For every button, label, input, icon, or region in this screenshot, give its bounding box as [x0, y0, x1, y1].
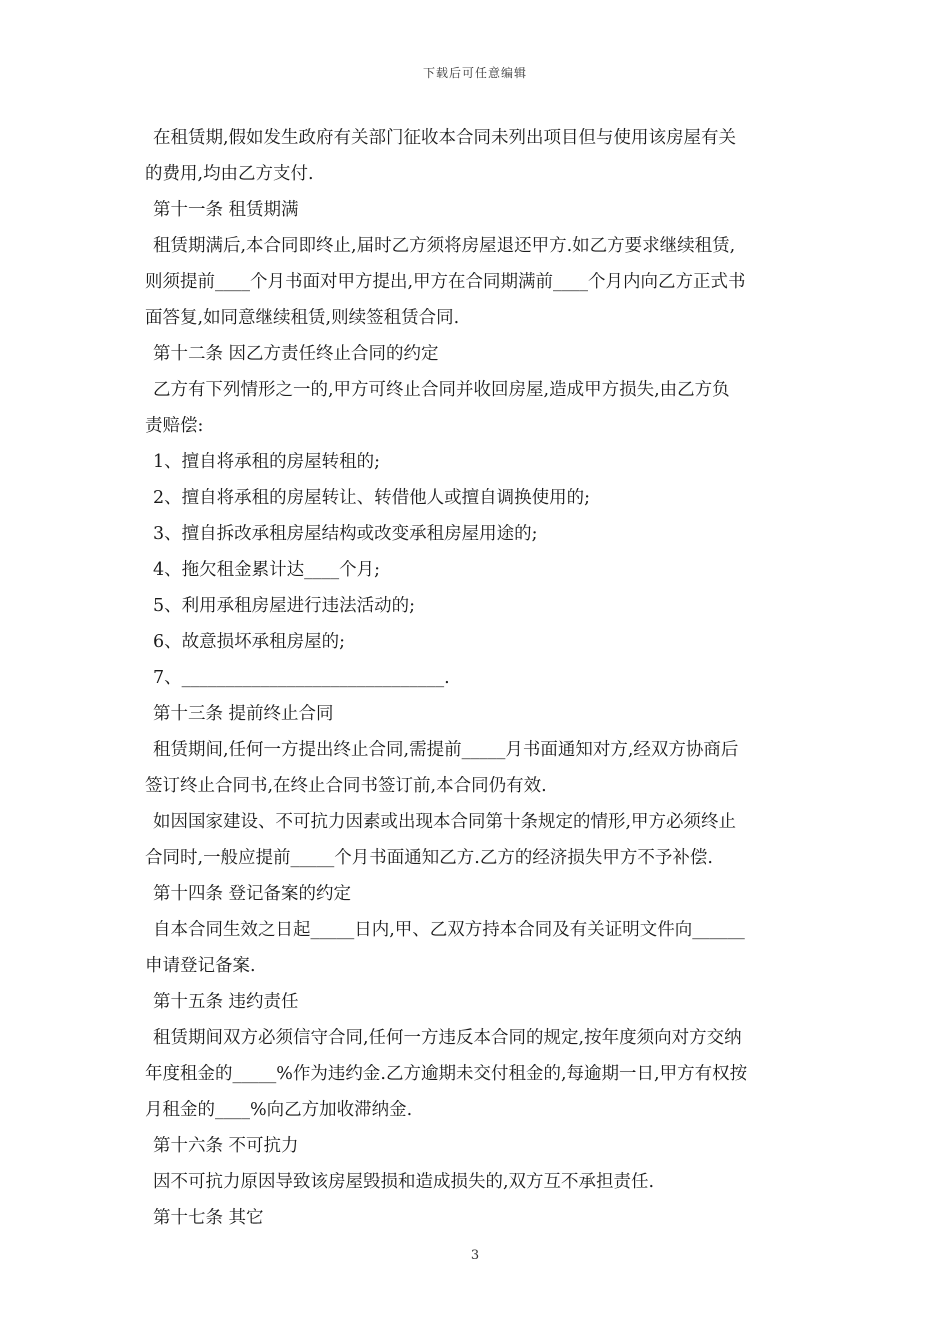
paragraph-line: 乙方有下列情形之一的,甲方可终止合同并收回房屋,造成甲方损失,由乙方负 — [153, 380, 730, 400]
list-item: 5、利用承租房屋进行违法活动的; — [153, 596, 416, 616]
page-header-note: 下载后可任意编辑 — [422, 66, 527, 80]
list-item: 4、拖欠租金累计达____个月; — [153, 560, 381, 580]
article-heading: 第十二条 因乙方责任终止合同的约定 — [153, 344, 439, 364]
paragraph-line: 租赁期满后,本合同即终止,届时乙方须将房屋退还甲方.如乙方要求继续租赁, — [153, 236, 736, 256]
article-heading: 第十三条 提前终止合同 — [153, 704, 334, 724]
paragraph-line: 因不可抗力原因导致该房屋毁损和造成损失的,双方互不承担责任. — [153, 1172, 655, 1192]
article-heading: 第十五条 违约责任 — [153, 992, 299, 1012]
paragraph-line: 面答复,如同意继续租赁,则续签租赁合同. — [145, 308, 460, 328]
list-item: 7、______________________________. — [153, 668, 450, 688]
paragraph-line: 签订终止合同书,在终止合同书签订前,本合同仍有效. — [145, 776, 547, 796]
paragraph-line: 的费用,均由乙方支付. — [145, 164, 314, 184]
paragraph-line: 则须提前____个月书面对甲方提出,甲方在合同期满前____个月内向乙方正式书 — [145, 272, 746, 292]
paragraph-line: 租赁期间,任何一方提出终止合同,需提前_____月书面通知对方,经双方协商后 — [153, 740, 739, 760]
paragraph-line: 在租赁期,假如发生政府有关部门征收本合同未列出项目但与使用该房屋有关 — [153, 128, 737, 148]
list-item: 2、擅自将承租的房屋转让、转借他人或擅自调换使用的; — [153, 488, 591, 508]
paragraph-line: 如因国家建设、不可抗力因素或出现本合同第十条规定的情形,甲方必须终止 — [153, 812, 737, 832]
document-body — [145, 120, 815, 1236]
page-number: 3 — [470, 1248, 480, 1263]
list-item: 6、故意损坏承租房屋的; — [153, 632, 346, 652]
list-item: 1、擅自将承租的房屋转租的; — [153, 452, 381, 472]
list-item: 3、擅自拆改承租房屋结构或改变承租房屋用途的; — [153, 524, 538, 544]
paragraph-line: 自本合同生效之日起_____日内,甲、乙双方持本合同及有关证明文件向______ — [153, 920, 745, 940]
paragraph-line: 月租金的____%向乙方加收滞纳金. — [145, 1100, 413, 1120]
paragraph-line: 责赔偿: — [145, 416, 204, 436]
paragraph-line: 年度租金的_____%作为违约金.乙方逾期未交付租金的,每逾期一日,甲方有权按 — [145, 1064, 748, 1084]
paragraph-line: 租赁期间双方必须信守合同,任何一方违反本合同的规定,按年度须向对方交纳 — [153, 1028, 742, 1048]
article-heading: 第十四条 登记备案的约定 — [153, 884, 352, 904]
paragraph-line: 合同时,一般应提前_____个月书面通知乙方.乙方的经济损失甲方不予补偿. — [145, 848, 713, 868]
article-heading: 第十七条 其它 — [153, 1208, 264, 1228]
article-heading: 第十六条 不可抗力 — [153, 1136, 299, 1156]
article-heading: 第十一条 租赁期满 — [153, 200, 299, 220]
paragraph-line: 申请登记备案. — [145, 956, 256, 976]
